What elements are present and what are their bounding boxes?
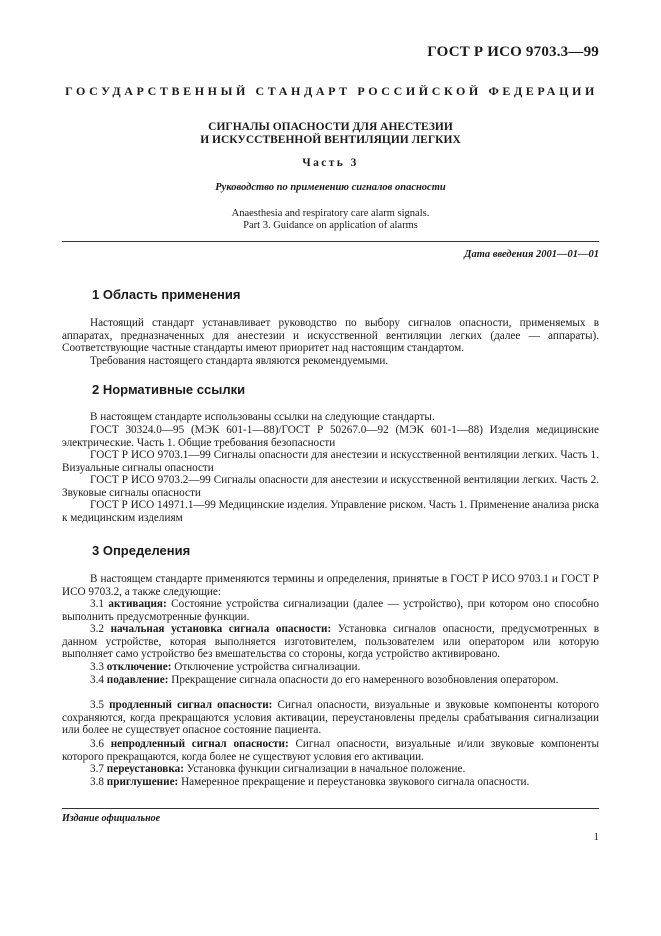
definition-number: 3.8 <box>90 776 104 788</box>
title-line-2: И ИСКУССТВЕННОЙ ВЕНТИЛЯЦИИ ЛЕГКИХ <box>200 134 461 146</box>
page-number: 1 <box>593 831 599 843</box>
official-edition-label: Издание официальное <box>62 813 161 824</box>
english-title <box>60 208 601 231</box>
definition-3-6 <box>62 738 599 763</box>
part-label: Часть 3 <box>302 157 359 169</box>
definition-text: Сигнал опасности, визуальные и/или звуковые компоненты которого прекращаются, когда более не существуют условия его активации. <box>62 738 600 763</box>
section-1-heading: 1 Область применения <box>92 287 241 302</box>
section-3-intro: В настоящем стандарте применяются термины и определения, принятые в ГОСТ Р ИСО 9703.1 и ГОСТ Р ИСО 9703.2, а также следующие: <box>62 573 599 598</box>
english-title-line-1: Anaesthesia and respiratory care alarm signals. <box>231 208 430 219</box>
section-2-reference-4: ГОСТ Р ИСО 14971.1—99 Медицинские изделия. Управление риском. Часть 1. Применение анализа риска к медицинским изделиям <box>62 499 599 524</box>
definition-term: подавление: <box>106 674 169 686</box>
divider-top <box>62 241 599 242</box>
definition-text: Отключение устройства сигнализации. <box>174 661 361 673</box>
section-1-paragraph-2: Требования настоящего стандарта являются рекомендуемыми. <box>90 355 389 367</box>
definition-number: 3.7 <box>90 763 104 775</box>
definition-3-7 <box>62 763 599 776</box>
subtitle: Руководство по применению сигналов опасности <box>215 182 446 193</box>
definition-number: 3.4 <box>90 674 104 686</box>
definition-term: активация: <box>108 598 167 610</box>
definition-text: Намеренное прекращение и переустановка звукового сигнала опасности. <box>181 776 530 788</box>
definition-3-1 <box>62 598 599 623</box>
definition-3-8 <box>62 776 599 789</box>
definition-3-2 <box>62 623 599 661</box>
definition-number: 3.6 <box>90 738 104 750</box>
introduction-date: Дата введения 2001—01—01 <box>464 249 599 260</box>
definition-number: 3.3 <box>90 661 104 673</box>
definition-3-5 <box>62 699 599 737</box>
definition-text: Состояние устройства сигнализации (далее — устройство), при котором оно способно выполнить предусмотренные функции. <box>62 598 600 623</box>
definition-term: отключение: <box>106 661 172 673</box>
definition-term: приглушение: <box>106 776 179 788</box>
definition-3-4 <box>62 674 599 687</box>
definition-number: 3.2 <box>90 623 104 635</box>
section-2-reference-2: ГОСТ Р ИСО 9703.1—99 Сигналы опасности для анестезии и искусственной вентиляции легких. Часть 1. Визуальные сигналы опасности <box>62 449 599 474</box>
definition-text: Установка функции сигнализации в начальное положение. <box>186 763 466 775</box>
definition-text: Прекращение сигнала опасности до его намеренного возобновления оператором. <box>171 674 559 686</box>
definition-text: Установка сигналов опасности, предусмотренных в данном устройстве, которая выполняется изготовителем, пользователем или оператором или которую выполняет само устройство без вмешательства со стороны, когда устройство активировано. <box>62 623 600 661</box>
definition-term: начальная установка сигнала опасности: <box>110 623 332 635</box>
definition-number: 3.1 <box>90 598 104 610</box>
divider-bottom <box>62 808 599 809</box>
state-standard-title: ГОСУДАРСТВЕННЫЙ СТАНДАРТ РОССИЙСКОЙ ФЕДЕРАЦИИ <box>65 84 598 98</box>
section-2-reference-3: ГОСТ Р ИСО 9703.2—99 Сигналы опасности для анестезии и искусственной вентиляции легких. Часть 2. Звуковые сигналы опасности <box>62 474 599 499</box>
document-title <box>60 121 601 147</box>
definition-term: переустановка: <box>106 763 184 775</box>
title-line-1: СИГНАЛЫ ОПАСНОСТИ ДЛЯ АНЕСТЕЗИИ <box>208 121 453 133</box>
definition-text: Сигнал опасности, визуальные и звуковые компоненты которого сохраняются, когда прекращаются условия активации, переустановлены пределы срабатывания сигнализации или более не существует опасное состояние пациента. <box>62 699 600 737</box>
definition-term: продленный сигнал опасности: <box>109 699 273 711</box>
definition-number: 3.5 <box>90 699 104 711</box>
section-3-heading: 3 Определения <box>92 543 191 558</box>
standard-code-header: ГОСТ Р ИСО 9703.3—99 <box>427 44 599 60</box>
definition-term: непродленный сигнал опасности: <box>110 738 289 750</box>
definition-3-3 <box>62 661 599 674</box>
section-2-heading: 2 Нормативные ссылки <box>92 382 246 397</box>
section-2-reference-1: ГОСТ 30324.0—95 (МЭК 601-1—88)/ГОСТ Р 50267.0—92 (МЭК 601-1—88) Изделия медицинские электрические. Часть 1. Общие требования безопасности <box>62 424 599 449</box>
english-title-line-2: Part 3. Guidance on application of alarms <box>243 219 418 231</box>
section-2-paragraph-1: В настоящем стандарте использованы ссылки на следующие стандарты. <box>90 411 435 423</box>
section-1-paragraph-1: Настоящий стандарт устанавливает руководство по выбору сигналов опасности, применяемых в аппаратах, предназначенных для анестезии и искусственной вентиляции легких (далее — аппараты). Соответствующие частные стандарты имеют приоритет над настоящим стандартом. <box>62 317 599 355</box>
